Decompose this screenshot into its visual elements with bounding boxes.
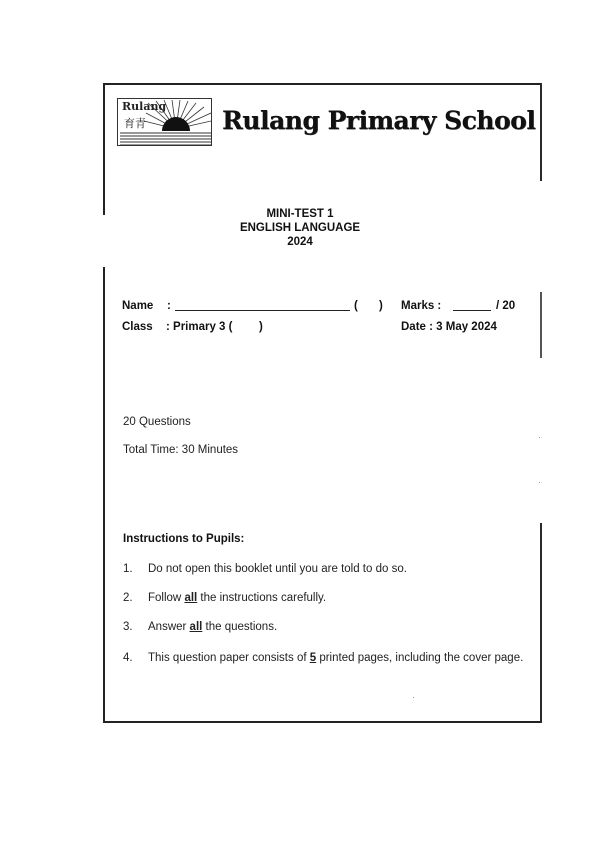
instruction-text: the questions.: [202, 621, 278, 633]
emphasis-all: all: [184, 592, 198, 604]
test-title-block: [0, 207, 600, 249]
total-time: Total Time: 30 Minutes: [123, 444, 239, 456]
border-right-segment: [540, 523, 542, 723]
scan-speck: [539, 482, 540, 483]
question-count: 20 Questions: [123, 416, 191, 428]
logo-chinese-text: 育青: [124, 118, 146, 130]
class-label: Class: [122, 321, 153, 333]
instruction-text: printed pages, including the cover page.: [316, 652, 524, 664]
instruction-text: Follow: [148, 592, 185, 604]
test-subject: ENGLISH LANGUAGE: [239, 222, 361, 234]
instruction-text: Answer: [148, 621, 190, 633]
date-label: Date : 3 May 2024: [401, 321, 497, 333]
class-value: : Primary 3 (: [166, 321, 233, 333]
marks-total: / 20: [496, 300, 516, 312]
instruction-number: 3.: [123, 621, 133, 633]
instructions-heading: Instructions to Pupils:: [123, 533, 245, 545]
school-logo: [117, 98, 212, 146]
register-number-open: (: [354, 300, 358, 312]
emphasis-all: all: [189, 621, 203, 633]
instruction-text: the instructions carefully.: [197, 592, 327, 604]
test-title: MINI-TEST 1: [266, 208, 334, 220]
instruction-number: 4.: [123, 652, 133, 664]
class-index-close: ): [259, 321, 263, 333]
school-header: [117, 98, 536, 150]
instruction-text: Do not open this booklet until you are told to do so.: [148, 563, 407, 575]
scan-speck: [539, 437, 540, 438]
name-label: Name: [122, 300, 154, 312]
instruction-number: 1.: [123, 563, 133, 575]
register-number-close: ): [379, 300, 383, 312]
marks-label: Marks :: [401, 300, 442, 312]
test-year: 2024: [287, 236, 313, 248]
instruction-number: 2.: [123, 592, 133, 604]
scan-speck: [413, 697, 414, 698]
marks-field[interactable]: [453, 300, 491, 314]
name-colon: :: [167, 300, 171, 312]
emphasis-page-count: 5: [309, 652, 317, 664]
border-right-segment: [540, 83, 542, 181]
school-name: Rulang Primary School: [222, 106, 536, 135]
name-field[interactable]: [175, 300, 350, 314]
logo-text: Rulang: [122, 100, 167, 113]
instruction-text: This question paper consists of: [148, 652, 310, 664]
border-right-segment: [540, 292, 542, 358]
